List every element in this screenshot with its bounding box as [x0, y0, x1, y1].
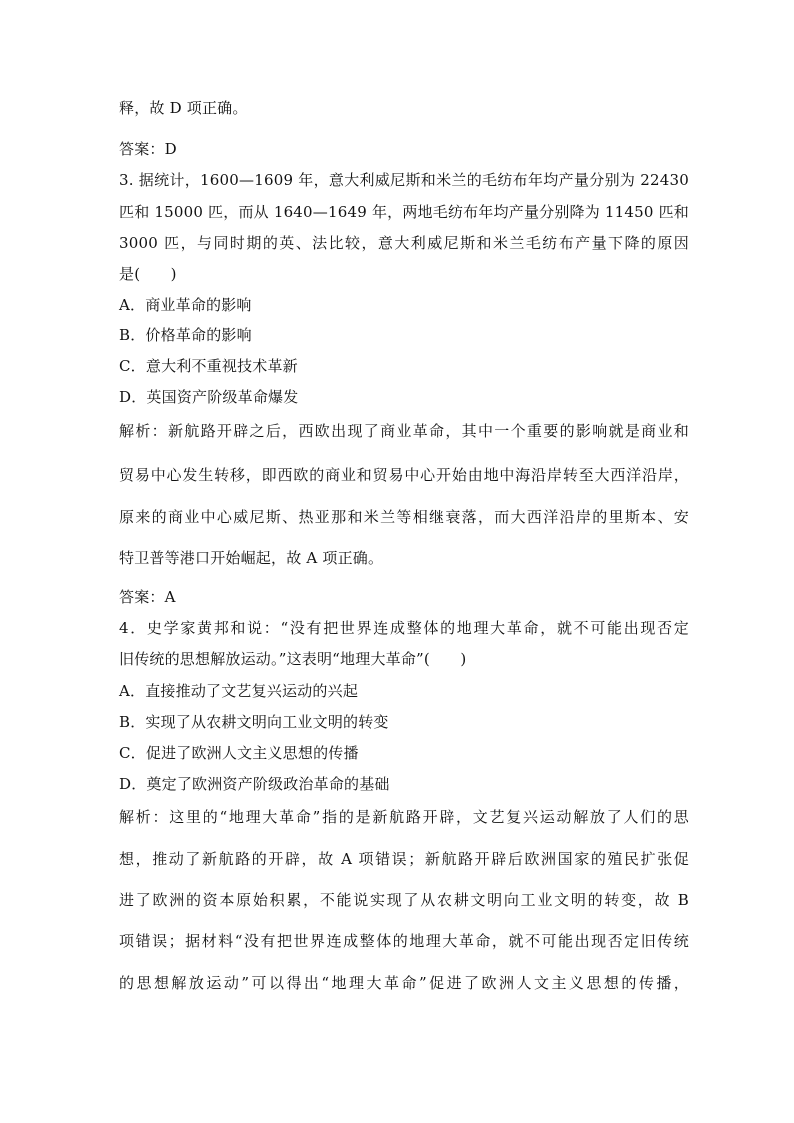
analysis-line-5: 的思想解放运动”可以得出“地理大革命”促进了欧洲人文主义思想的传播，	[119, 974, 689, 992]
option-c: C．促进了欧洲人文主义思想的传播	[119, 744, 359, 762]
analysis-line-3: 进了欧洲的资本原始积累，不能说实现了从农耕文明向工业文明的转变，故 B	[119, 891, 689, 909]
analysis-line-4: 特卫普等港口开始崛起，故 A 项正确。	[119, 549, 384, 567]
question-4-line-1: 4．史学家黄邦和说：“没有把世界连成整体的地理大革命，就不可能出现否定	[119, 619, 689, 637]
question-3-line-1: 3. 据统计，1600—1609 年，意大利威尼斯和米兰的毛纺布年均产量分别为 22430	[119, 171, 689, 189]
question-4-line-2: 旧传统的思想解放运动。”这表明“地理大革命”( )	[119, 650, 467, 668]
analysis-line-1: 解析：新航路开辟之后，西欧出现了商业革命，其中一个重要的影响就是商业和	[119, 422, 689, 440]
option-d: D．奠定了欧洲资产阶级政治革命的基础	[119, 775, 390, 793]
option-d: D．英国资产阶级革命爆发	[119, 388, 299, 406]
analysis-line-2: 想，推动了新航路的开辟，故 A 项错误；新航路开辟后欧洲国家的殖民扩张促	[119, 850, 689, 868]
analysis-line-3: 原来的商业中心威尼斯、热亚那和米兰等相继衰落，而大西洋沿岸的里斯本、安	[119, 508, 689, 526]
question-3-line-4: 是( )	[119, 265, 177, 283]
analysis-line-1: 解析：这里的“地理大革命”指的是新航路开辟，文艺复兴运动解放了人们的思	[119, 808, 689, 826]
option-b: B．实现了从农耕文明向工业文明的转变	[119, 713, 389, 731]
answer-line: 答案：D	[119, 140, 177, 158]
text-line: 释，故 D 项正确。	[119, 99, 248, 117]
option-c: C．意大利不重视技术革新	[119, 357, 298, 375]
analysis-line-4: 项错误；据材料“没有把世界连成整体的地理大革命，就不可能出现否定旧传统	[119, 932, 689, 950]
analysis-line-2: 贸易中心发生转移，即西欧的商业和贸易中心开始由地中海沿岸转至大西洋沿岸，	[119, 466, 689, 484]
question-3-line-2: 匹和 15000 匹，而从 1640—1649 年，两地毛纺布年均产量分别降为 11450 匹和	[119, 203, 689, 221]
question-3-line-3: 3000 匹，与同时期的英、法比较，意大利威尼斯和米兰毛纺布产量下降的原因	[119, 234, 689, 252]
option-a: A．商业革命的影响	[119, 296, 252, 314]
option-a: A．直接推动了文艺复兴运动的兴起	[119, 682, 359, 700]
answer-line: 答案：A	[119, 588, 176, 606]
option-b: B．价格革命的影响	[119, 326, 252, 344]
